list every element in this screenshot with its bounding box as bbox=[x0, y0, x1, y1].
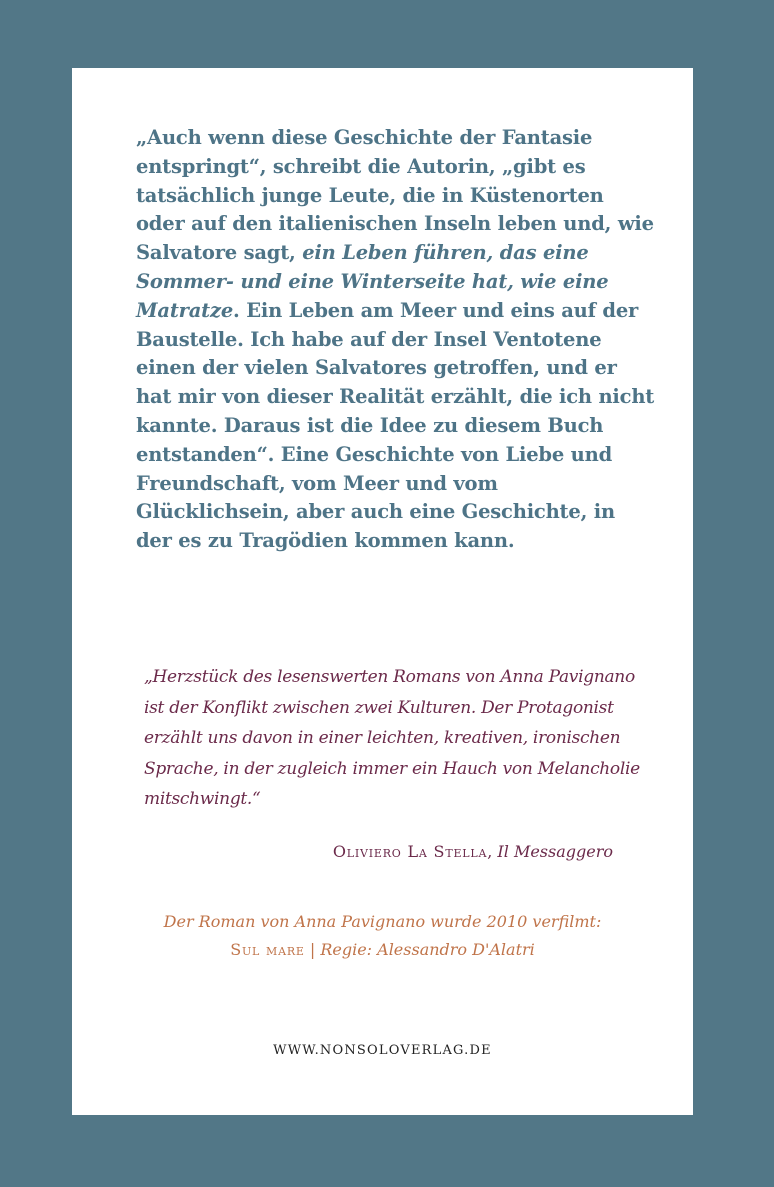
film-note bbox=[72, 908, 693, 964]
quote-attribution bbox=[333, 842, 613, 861]
film-note-line: Der Roman von Anna Pavignano wurde 2010 verfilmt: bbox=[163, 912, 602, 931]
quote-author: Oliviero La Stella bbox=[332, 842, 488, 861]
blurb-text-start: „Auch wenn diese Geschichte der Fantasie entspringt“, schreibt die Autorin, „gibt es tatsächlich junge Leute, die in Küstenorten oder auf den italienischen Inseln leben und, wie Salvatore sagt, bbox=[136, 126, 654, 265]
quote-separator: , bbox=[487, 842, 498, 861]
film-separator: | bbox=[304, 940, 321, 959]
blurb-italic-phrase: ein Leben führen, das eine Sommer- und eine Winterseite hat, wie eine Matratze bbox=[136, 241, 609, 322]
back-cover-card bbox=[72, 68, 693, 1115]
blurb-text-end: . Ein Leben am Meer und eins auf der Baustelle. Ich habe auf der Insel Ventotene einen der vielen Salvatores getroffen, und er hat mir von dieser Realität erzählt, die ich nicht kannte. Daraus ist die Idee zu diesem Buch entstanden“. Eine Geschichte von Liebe und Freundschaft, vom Meer und vom Glücklichsein, aber auch eine Geschichte, in der es zu Tragödien kommen kann. bbox=[136, 298, 655, 553]
review-quote: „Herzstück des lesenswerten Romans von Anna Pavignano ist der Konflikt zwischen zwei Kulturen. Der Protagonist erzählt uns davon in einer leichten, kreativen, ironischen Sprache, in der zugleich immer ein Hauch von Melancholie mitschwingt.“ bbox=[144, 667, 640, 809]
film-credit-line bbox=[72, 936, 693, 964]
book-blurb bbox=[136, 124, 656, 556]
quote-source: Il Messaggero bbox=[497, 842, 613, 861]
film-title: Sul mare bbox=[230, 940, 305, 959]
film-director: Regie: Alessandro D'Alatri bbox=[320, 940, 535, 959]
publisher-website: WWW.NONSOLOVERLAG.DE bbox=[273, 1043, 492, 1058]
